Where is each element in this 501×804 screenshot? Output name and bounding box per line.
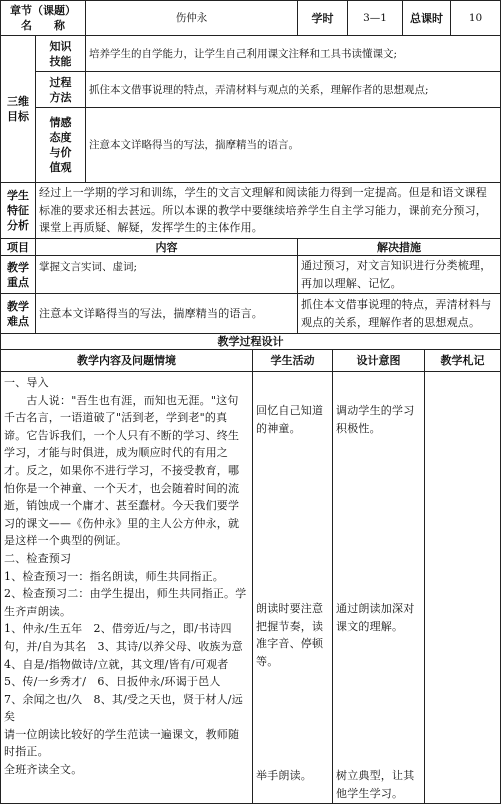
items-col-item: 项目 [1, 239, 36, 256]
key-point-measure: 通过预习，对文言知识进行分类梳理，再加以理解、记忆。 [298, 256, 501, 294]
goal-process-text: 抓住本文借事说理的特点，弄清材料与观点的关系，理解作者的思想观点; [86, 72, 501, 108]
process-col-content: 教学内容及问题情境 [1, 350, 253, 372]
process-title: 教学过程设计 [1, 334, 501, 350]
student-activity-cell [253, 372, 333, 804]
goal-emotion-text: 注意本文详略得当的写法，揣摩精当的语言。 [86, 108, 501, 183]
items-col-content: 内容 [36, 239, 298, 256]
teaching-notes-cell [425, 372, 501, 804]
goal-process-label: 过程 方法 [36, 72, 86, 108]
teaching-process-table [0, 333, 501, 804]
key-point-label: 教学 重点 [1, 256, 36, 294]
chapter-value: 伤仲永 [86, 1, 298, 36]
total-hours-value: 10 [451, 1, 501, 36]
intent-reading: 通过朗读加深对课文的理解。 [336, 602, 415, 633]
intent-model: 树立典型，让其他学生学习。 [336, 769, 415, 800]
key-point-content: 掌握文言实词、虚词; [36, 256, 298, 294]
items-col-measure: 解决措施 [298, 239, 501, 256]
difficulty-measure: 抓住本文借事说理的特点，弄清材料与观点的关系，理解作者的思想观点。 [298, 294, 501, 334]
three-dimension-goals-label: 三维 目标 [1, 36, 36, 183]
activity-reading: 朗读时要注意把握节奏，读准字音、停顿等。 [256, 602, 324, 668]
goal-knowledge-label: 知识 技能 [36, 36, 86, 72]
difficulty-label: 教学 难点 [1, 294, 36, 334]
hours-label: 学时 [298, 1, 348, 36]
lesson-header-table [0, 0, 501, 334]
goal-emotion-label: 情感 态度 与价 值观 [36, 108, 86, 183]
activity-recall: 回忆自己知道的神童。 [256, 404, 324, 435]
intent-motivate: 调动学生的学习积极性。 [336, 404, 415, 435]
activity-raise-hand: 举手朗读。 [256, 769, 312, 782]
chapter-label: 章节（课题） 名 称 [1, 1, 86, 36]
design-intent-cell [333, 372, 425, 804]
process-col-intent: 设计意图 [333, 350, 425, 372]
process-main-text: 一、导入 古人说："吾生也有涯，而知也无涯。"这句千古名言，一语道破了"活到老，学到老"的真谛。它告诉我们，一个人只有不断的学习、终生学习，才能与时俱进，成为顺应时代的有用之才。反之，如果你不进行学习，不接受教育，哪怕你是一个神童、一个天才，也会随着时间的流逝，销蚀成一个庸才、甚至蠢材。今天我们要学习的课文——《伤仲永》里的主人公方仲永，就是这样一个典型的例证。 二、检查预习 1、检查预习一：指名朗读，师生共同指正。 2、检查预习二：由学生提出，师生共同指正。学生齐声朗读。 1、仲永/生五年 2、借旁近/与之，即/书诗四句，并/自为其名 3、其诗/以养父母、收族为意 4、自是/指物做诗/立就，其文理/皆有/可观者 5、传/一乡秀才/ 6、日扳仲永/环谒于邑人 7、余闻之也/久 8、其/受之天也，贤于材人/远矣 请一位朗读比较好的学生范读一遍课文，教师随时指正。 全班齐读全文。 [1, 372, 253, 804]
difficulty-content: 注意本文详略得当的写法，揣摩精当的语言。 [36, 294, 298, 334]
total-hours-label: 总课时 [403, 1, 451, 36]
process-col-notes: 教学札记 [425, 350, 501, 372]
student-analysis-label: 学生 特征 分析 [1, 183, 36, 239]
hours-value: 3—1 [348, 1, 403, 36]
process-col-activity: 学生活动 [253, 350, 333, 372]
student-analysis-text: 经过上一学期的学习和训练，学生的文言文理解和阅读能力得到一定提高。但是和语文课程标准的要求还相去甚远。所以本课的教学中要继续培养学生自主学习能力，课前充分预习，课堂上再质疑、解疑，发挥学生的主体作用。 [36, 183, 501, 239]
goal-knowledge-text: 培养学生的自学能力，让学生自己利用课文注释和工具书读懂课文; [86, 36, 501, 72]
